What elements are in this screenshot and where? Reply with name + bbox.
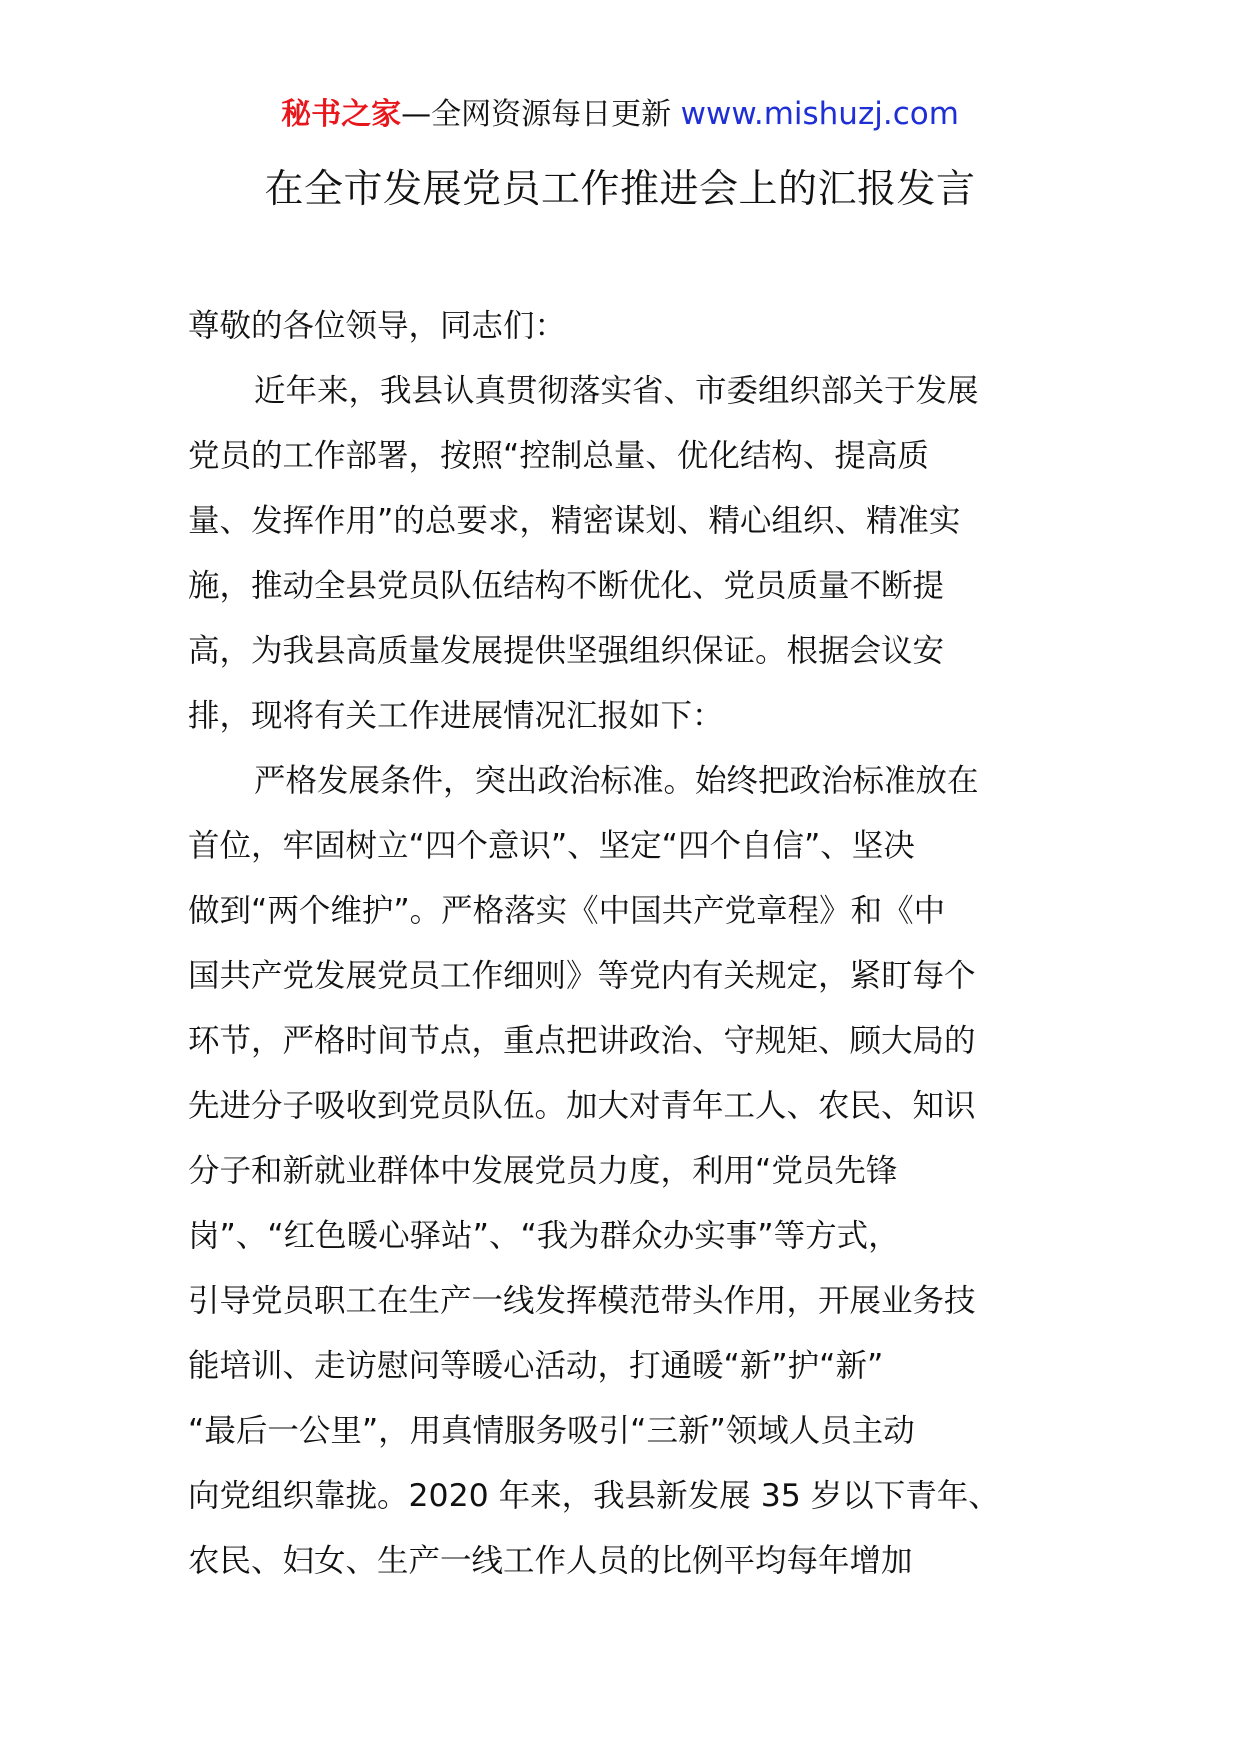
document-body — [188, 294, 1054, 1594]
site-tagline: —全网资源每日更新 — [401, 97, 672, 132]
body-line: 首位，牢固树立“四个意识”、坚定“四个自信”、坚决 — [188, 828, 915, 864]
body-line: 能培训、走访慰问等暖心活动，打通暖“新”护“新” — [188, 1348, 884, 1384]
body-line: 分子和新就业群体中发展党员力度，利用“党员先锋 — [188, 1153, 898, 1189]
document-title: 在全市发展党员工作推进会上的汇报发言 — [264, 167, 976, 212]
body-line: 农民、妇女、生产一线工作人员的比例平均每年增加 — [188, 1543, 913, 1579]
body-line: 排，现将有关工作进展情况汇报如下： — [188, 698, 724, 734]
brand-name: 秘书之家 — [281, 97, 402, 132]
body-line: “最后一公里”，用真情服务吸引“三新”领域人员主动 — [188, 1413, 915, 1449]
body-line: 做到“两个维护”。严格落实《中国共产党章程》和《中 — [188, 893, 946, 929]
site-header — [0, 94, 1240, 135]
body-line: 严格发展条件，突出政治标准。始终把政治标准放在 — [254, 763, 979, 799]
salutation-line: 尊敬的各位领导，同志们： — [188, 308, 567, 344]
body-line: 先进分子吸收到党员队伍。加大对青年工人、农民、知识 — [188, 1088, 976, 1124]
site-url-link[interactable]: www.mishuzj.com — [680, 96, 959, 132]
body-line: 岗”、“红色暖心驿站”、“我为群众办实事”等方式， — [188, 1218, 900, 1254]
body-line: 引导党员职工在生产一线发挥模范带头作用，开展业务技 — [188, 1283, 976, 1319]
body-line: 环节，严格时间节点，重点把讲政治、守规矩、顾大局的 — [188, 1023, 976, 1059]
body-line: 国共产党发展党员工作细则》等党内有关规定，紧盯每个 — [188, 958, 976, 994]
body-line: 向党组织靠拢。2020 年来，我县新发展 35 岁以下青年、 — [188, 1478, 1000, 1514]
body-line: 施，推动全县党员队伍结构不断优化、党员质量不断提 — [188, 568, 945, 604]
body-line: 量、发挥作用”的总要求，精密谋划、精心组织、精准实 — [188, 503, 961, 539]
body-line: 近年来，我县认真贯彻落实省、市委组织部关于发展 — [254, 373, 979, 409]
body-line: 党员的工作部署，按照“控制总量、优化结构、提高质 — [188, 438, 929, 474]
body-line: 高，为我县高质量发展提供坚强组织保证。根据会议安 — [188, 633, 945, 669]
